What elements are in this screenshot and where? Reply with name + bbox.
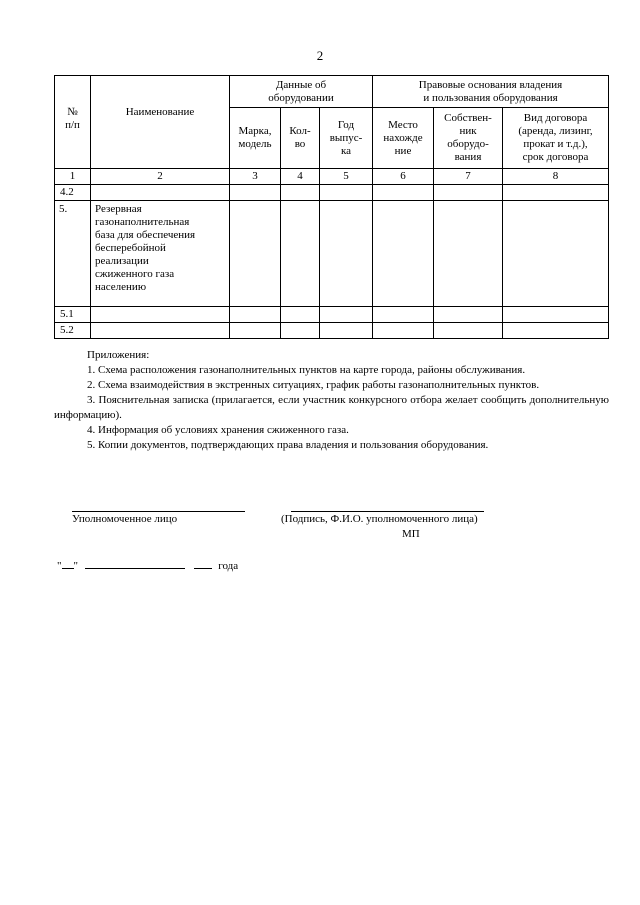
col-number: 1 (55, 169, 91, 185)
row-num: 4.2 (55, 185, 91, 201)
table-row (55, 185, 609, 201)
attachment-item: 5. Копии документов, подтверждающих права владения и пользования оборудования. (87, 439, 489, 451)
date-quote-open: " (57, 560, 62, 572)
header-legal-group: Правовые основания владения и пользования оборудования (373, 76, 609, 108)
attachments-section (54, 348, 609, 453)
row-num: 5. (55, 201, 91, 307)
header-owner: Собствен- ник оборудо- вания (434, 108, 503, 169)
table-row (55, 201, 609, 307)
cell (434, 307, 503, 323)
row-name (91, 307, 230, 323)
date-line (57, 558, 238, 572)
date-quote-close: " (73, 560, 78, 572)
header-year: Год выпус- ка (320, 108, 373, 169)
attachment-item: 3. Пояснительная записка (прилагается, если участник конкурсного отбора желает сообщить дополнительную информацию). (54, 394, 609, 421)
header-num: № п/п (55, 76, 91, 169)
authorized-person-label: Уполномоченное лицо (72, 513, 178, 525)
attachment-item: 2. Схема взаимодействия в экстренных ситуациях, график работы газонаполнительных пунктов. (87, 379, 540, 391)
cell (503, 201, 609, 307)
row-name: Резервная газонаполнительная база для обеспечения бесперебойной реализации сжиженного газа населению (91, 201, 230, 307)
equipment-table (54, 75, 609, 339)
header-equipment-group: Данные об оборудовании (230, 76, 373, 108)
attachments-title: Приложения: (87, 349, 150, 361)
month-blank (85, 558, 185, 569)
col-number: 8 (503, 169, 609, 185)
header-brand: Марка, модель (230, 108, 281, 169)
col-number: 5 (320, 169, 373, 185)
stamp-label: МП (402, 528, 420, 540)
table-row (55, 307, 609, 323)
header-contract: Вид договора (аренда, лизинг, прокат и т.д.), срок договора (503, 108, 609, 169)
cell (320, 185, 373, 201)
signature-line-left (72, 511, 245, 512)
day-blank (62, 558, 74, 569)
row-num: 5.1 (55, 307, 91, 323)
col-number: 2 (91, 169, 230, 185)
cell (281, 185, 320, 201)
cell (373, 201, 434, 307)
header-location: Место нахожде ние (373, 108, 434, 169)
cell (503, 323, 609, 339)
cell (320, 307, 373, 323)
cell (230, 185, 281, 201)
cell (281, 307, 320, 323)
signature-caption: (Подпись, Ф.И.О. уполномоченного лица) (281, 513, 478, 525)
row-name (91, 323, 230, 339)
cell (373, 185, 434, 201)
cell (230, 201, 281, 307)
attachment-item: 4. Информация об условиях хранения сжиженного газа. (87, 424, 349, 436)
cell (373, 323, 434, 339)
table-row (55, 323, 609, 339)
row-name (91, 185, 230, 201)
cell (230, 307, 281, 323)
col-number: 4 (281, 169, 320, 185)
header-name: Наименование (91, 76, 230, 169)
cell (434, 323, 503, 339)
cell (281, 323, 320, 339)
cell (320, 201, 373, 307)
cell (503, 307, 609, 323)
attachment-item: 1. Схема расположения газонаполнительных пунктов на карте города, районы обслуживания. (87, 364, 526, 376)
year-word: года (218, 560, 239, 572)
signature-line-right (291, 511, 484, 512)
cell (320, 323, 373, 339)
cell (434, 185, 503, 201)
header-qty: Кол- во (281, 108, 320, 169)
col-number: 7 (434, 169, 503, 185)
cell (230, 323, 281, 339)
row-num: 5.2 (55, 323, 91, 339)
col-number: 3 (230, 169, 281, 185)
cell (373, 307, 434, 323)
year-blank (194, 558, 212, 569)
cell (503, 185, 609, 201)
cell (281, 201, 320, 307)
col-number: 6 (373, 169, 434, 185)
page-number: 2 (316, 48, 324, 63)
cell (434, 201, 503, 307)
